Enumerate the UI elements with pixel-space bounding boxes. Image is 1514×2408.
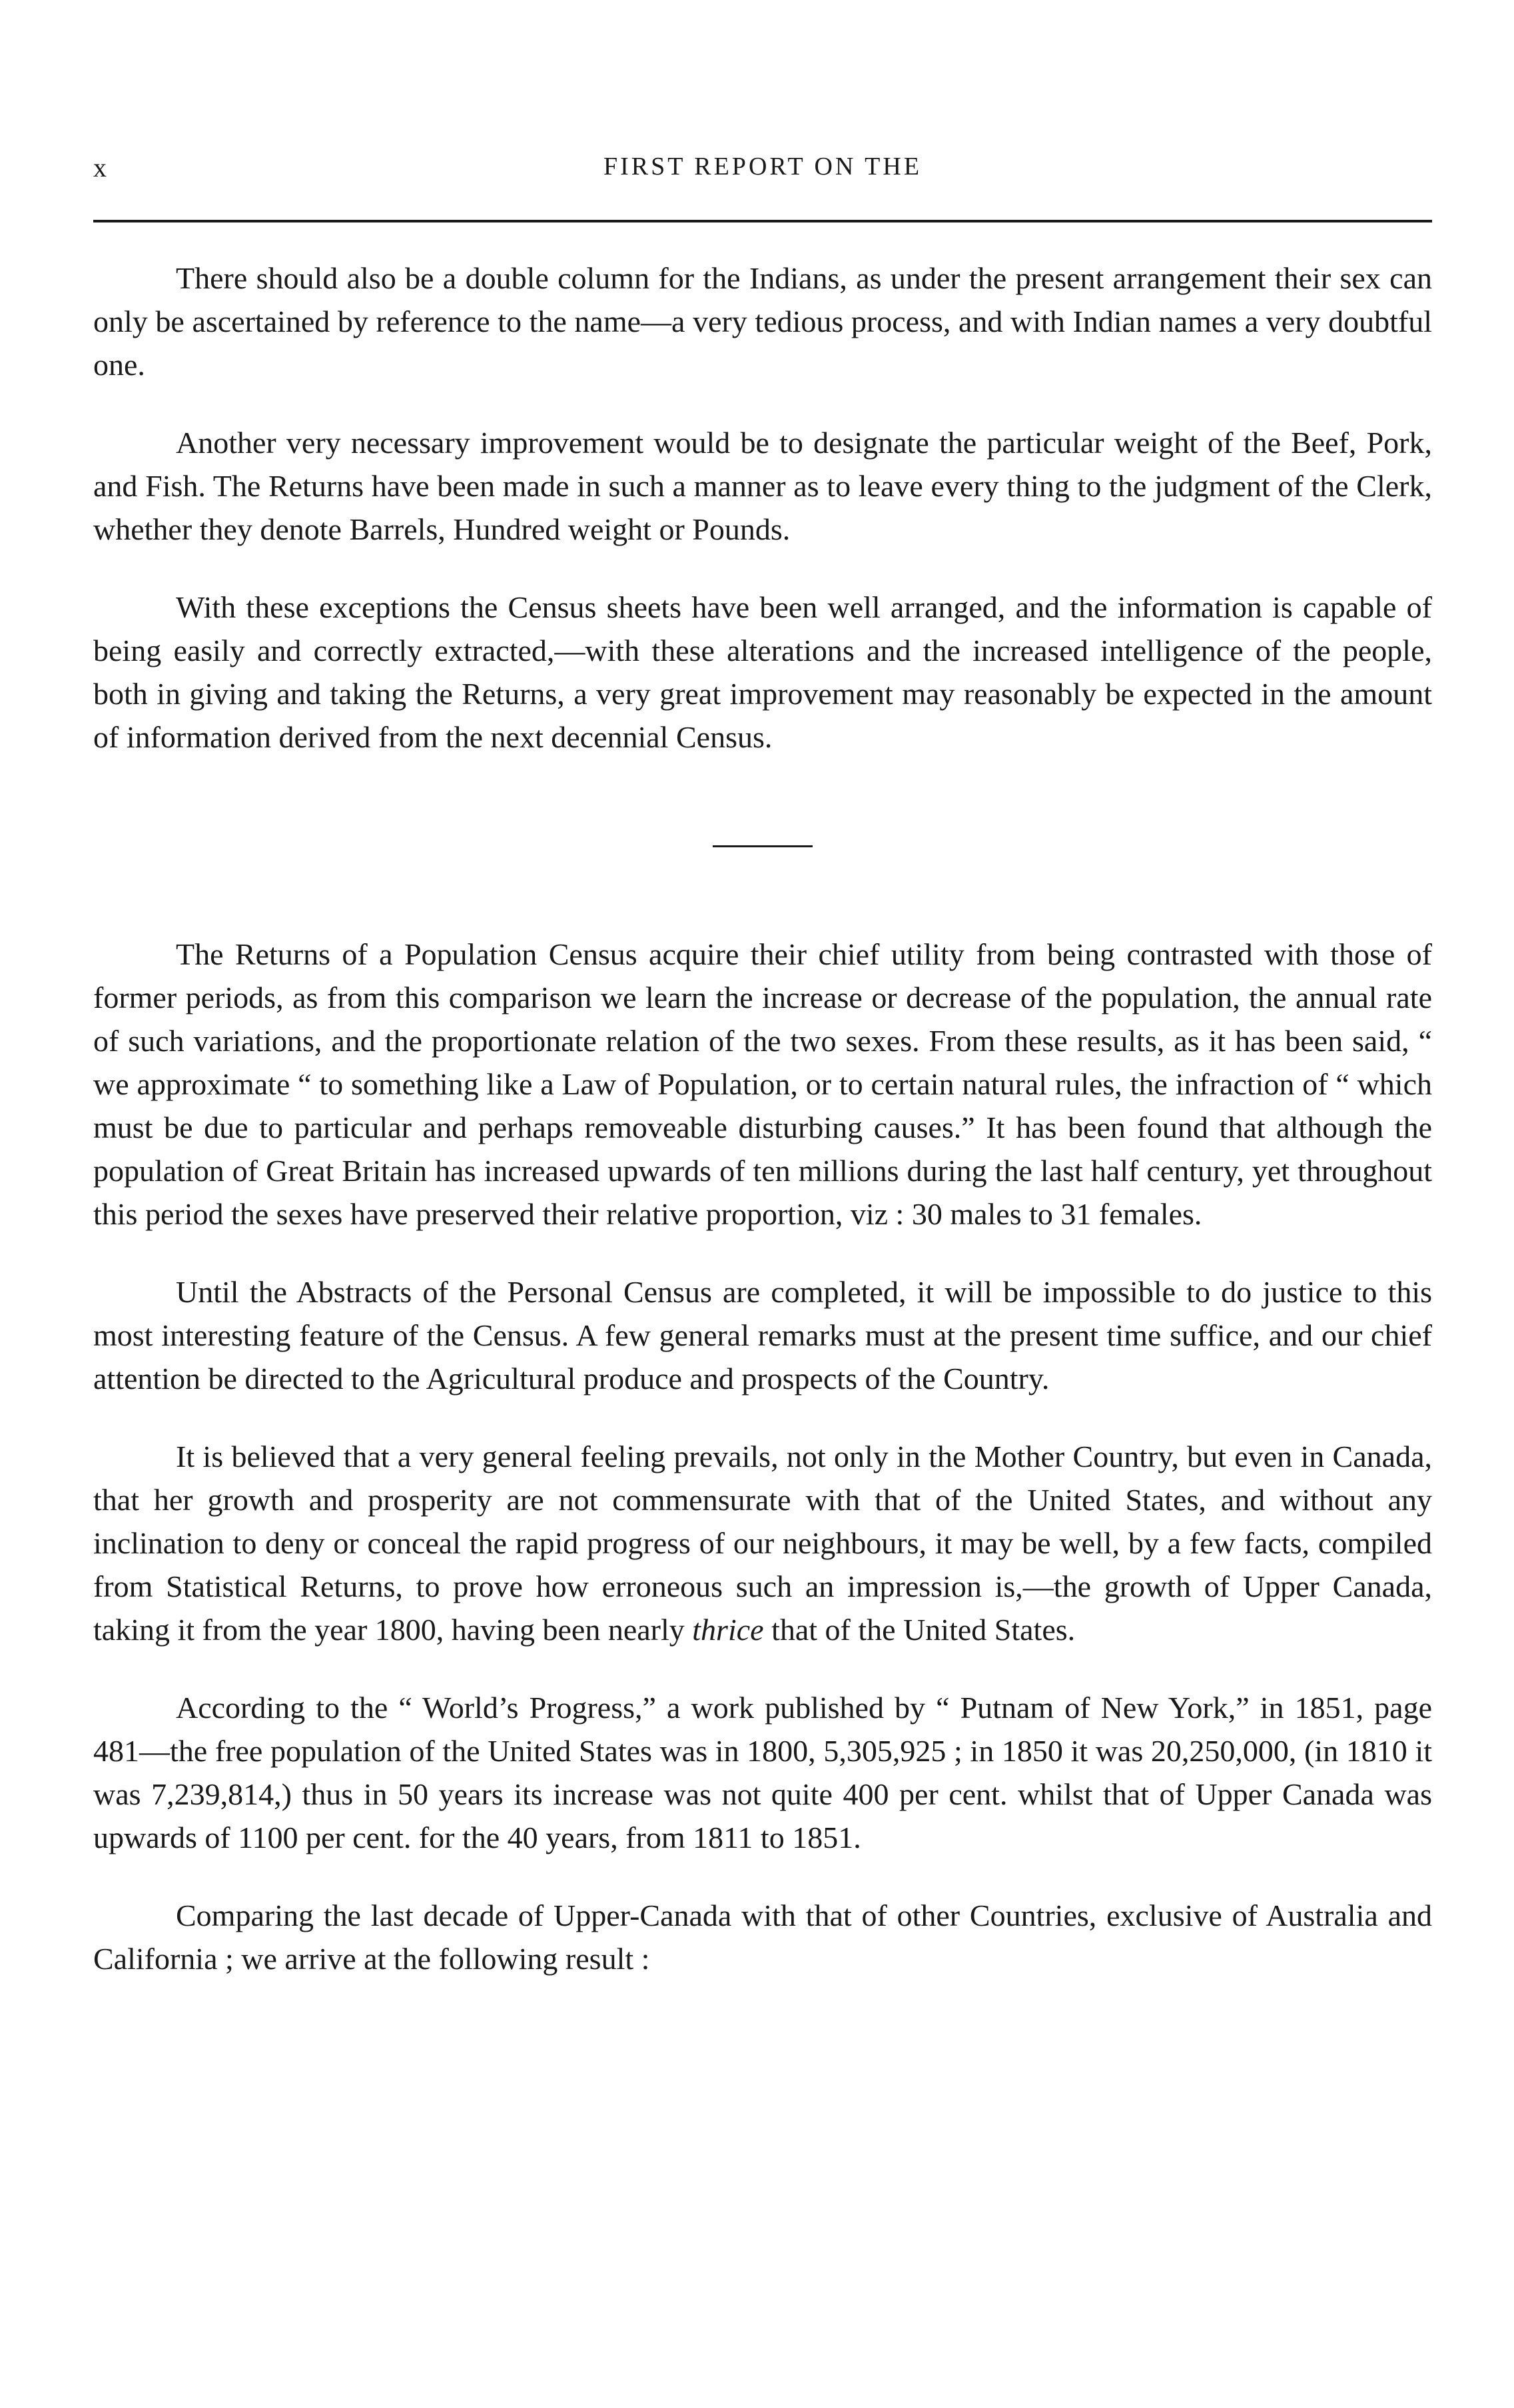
paragraph-population-returns: The Returns of a Population Census acquire their chief utility from being contrasted with those of former periods, as from this comparison we learn the increase or decrease of the population, the annual rate of such variations, and the proportionate relation of the two sexes. From these results, as it has been said, “ we approximate “ to something like a Law of Population, or to certain natural rules, the infraction of “ which must be due to particular and perhaps removeable disturbing causes.” It has been found that although the population of Great Britain has increased upwards of ten millions during the last half century, yet throughout this period the sexes have preserved their relative proportion, viz : 30 males to 31 females. xyxy=(93,937,1432,1231)
growth-text-end: that of the United States. xyxy=(763,1613,1076,1647)
paragraph-decade-comparison: Comparing the last decade of Upper-Canada with that of other Countries, exclusive of Australia and California ; we arrive at the following result : xyxy=(93,1898,1432,1976)
paragraph-indian-column: There should also be a double column for the Indians, as under the present arrangement their sex can only be ascertained by reference to the name—a very tedious process, and with Indian names a very doubtful one. xyxy=(93,261,1432,382)
paragraph-personal-census: Until the Abstracts of the Personal Census are completed, it will be impossible to do justice to this most interesting feature of the Census. A few general remarks must at the present time suffice, and our chief attention be directed to the Agricultural produce and prospects of the Country. xyxy=(93,1275,1432,1396)
header-rule xyxy=(93,220,1432,222)
paragraph-growth-comparison xyxy=(93,1435,1432,1651)
page-header xyxy=(93,152,1432,192)
section-divider xyxy=(713,845,813,847)
running-title: FIRST REPORT ON THE xyxy=(603,153,923,181)
body-text xyxy=(93,256,1432,2015)
growth-text-emphasis: thrice xyxy=(692,1613,764,1647)
paragraph-census-sheets: With these exceptions the Census sheets have been well arranged, and the information is capable of being easily and correctly extracted,—with these alterations and the increased intelligence of the people, both in giving and taking the Returns, a very great improvement may reasonably be expected in the amount of information derived from the next decennial Census. xyxy=(93,590,1432,754)
page-number: x xyxy=(93,153,108,183)
growth-text-start: It is believed that a very general feeling prevails, not only in the Mother Country, but even in Canada, that her growth and prosperity are not commensurate with that of the United States, and without any inclination to deny or conceal the rapid progress of our neighbours, it may be well, by a few facts, compiled from Statistical Returns, to prove how erroneous such an impression is,—the growth of Upper Canada, taking it from the year 1800, having been nearly xyxy=(93,1439,1432,1647)
paragraph-weight-designation: Another very necessary improvement would be to designate the particular weight of the Beef, Pork, and Fish. The Returns have been made in such a manner as to leave every thing to the judgment of the Clerk, whether they denote Barrels, Hundred weight or Pounds. xyxy=(93,426,1432,546)
paragraph-worlds-progress: According to the “ World’s Progress,” a work published by “ Putnam of New York,” in 1851, page 481—the free population of the United States was in 1800, 5,305,925 ; in 1850 it was 20,250,000, (in 1810 it was 7,239,814,) thus in 50 years its increase was not quite 400 per cent. whilst that of Upper Canada was upwards of 1100 per cent. for the 40 years, from 1811 to 1851. xyxy=(93,1691,1432,1854)
